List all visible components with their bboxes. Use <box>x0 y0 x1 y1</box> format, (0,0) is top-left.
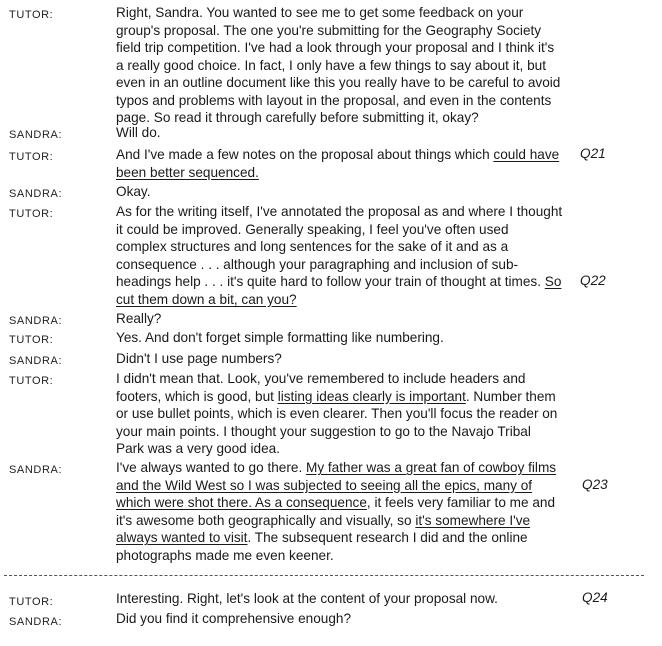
section-divider <box>4 575 644 576</box>
dialogue-line <box>116 405 557 423</box>
dialogue-text: complex structures and long sentences for the sake of it and as a <box>116 239 509 254</box>
dialogue-line <box>116 74 560 92</box>
dialogue-text: page. So read it through carefully before submitting it, okay? <box>116 110 479 125</box>
dialogue-line <box>116 22 541 40</box>
dialogue-line <box>116 310 161 328</box>
dialogue-text: . The subsequent research I did and the online <box>247 530 528 545</box>
speaker-label: SANDRA: <box>9 129 63 141</box>
dialogue-line <box>116 459 556 477</box>
dialogue-text: headings help . . . it's quite hard to follow your train of thought at times. <box>116 274 545 289</box>
dialogue-text: Didn't I use page numbers? <box>116 351 282 366</box>
dialogue-line <box>116 146 559 164</box>
speaker-label: SANDRA: <box>9 464 63 476</box>
underlined-answer-text: and the Wild West so I was subjected to seeing all the epics, many of <box>116 477 533 493</box>
underlined-answer-text: So <box>544 274 562 289</box>
dialogue-line <box>116 164 259 182</box>
dialogue-text: , it feels very familiar to me and <box>366 495 556 510</box>
speaker-label: TUTOR: <box>9 208 54 220</box>
dialogue-text: Park was a very good idea. <box>116 441 280 456</box>
dialogue-line <box>116 4 523 22</box>
dialogue-line <box>116 203 562 221</box>
dialogue-text: photographs made me even keener. <box>116 547 334 563</box>
underlined-answer-text: it's somewhere I've <box>415 512 531 528</box>
dialogue-line <box>116 370 525 388</box>
dialogue-line <box>116 529 528 547</box>
dialogue-text: consequence . . . although your paragraphing and inclusion of sub- <box>116 256 519 272</box>
speaker-label: TUTOR: <box>9 151 54 163</box>
speaker-label: TUTOR: <box>9 9 54 21</box>
dialogue-text: footers, which is good, but <box>116 388 278 404</box>
dialogue-text: Will do. <box>116 125 161 140</box>
speaker-label: TUTOR: <box>9 375 54 387</box>
dialogue-text: Right, Sandra. You wanted to see me to get some feedback on your <box>116 5 524 20</box>
dialogue-line <box>116 440 280 458</box>
question-marker: Q21 <box>580 146 606 161</box>
speaker-label: TUTOR: <box>9 596 54 608</box>
dialogue-text: . Number them <box>465 388 556 404</box>
dialogue-line <box>116 57 546 75</box>
speaker-label: SANDRA: <box>9 355 63 367</box>
dialogue-text: Really? <box>116 311 162 326</box>
dialogue-line <box>116 512 530 530</box>
question-marker: Q22 <box>580 273 606 288</box>
underlined-answer-text: could have <box>493 147 560 162</box>
dialogue-text: I've always wanted to go there. <box>116 460 306 475</box>
speaker-label: TUTOR: <box>9 334 54 346</box>
dialogue-line <box>116 388 556 406</box>
dialogue-text: field trip competition. I've had a look through your proposal and I think it's <box>116 40 555 55</box>
dialogue-line <box>116 109 479 127</box>
dialogue-line <box>116 494 555 512</box>
underlined-answer-text: cut them down a bit, can you? <box>116 291 297 307</box>
dialogue-line <box>116 329 444 347</box>
dialogue-line <box>116 256 518 274</box>
underlined-answer-text: listing ideas clearly is important <box>277 388 466 404</box>
dialogue-text: As for the writing itself, I've annotated the proposal as and where I thought <box>116 204 563 219</box>
dialogue-line <box>116 423 531 441</box>
dialogue-text: Interesting. Right, let's look at the content of your proposal now. <box>116 591 498 606</box>
speaker-label: SANDRA: <box>9 616 63 628</box>
question-marker: Q24 <box>582 590 608 605</box>
dialogue-line <box>116 590 498 608</box>
dialogue-line <box>116 238 508 256</box>
dialogue-text: And I've made a few notes on the proposal about things which <box>116 147 494 162</box>
dialogue-text: Okay. <box>116 184 151 199</box>
dialogue-line <box>116 547 334 565</box>
dialogue-text: it's awesome both geographically and visually, so <box>116 512 416 528</box>
dialogue-line <box>116 183 151 201</box>
question-marker: Q23 <box>582 476 608 492</box>
dialogue-text: group's proposal. The one you're submitting for the Geography Society <box>116 22 542 38</box>
speaker-label: SANDRA: <box>9 188 63 200</box>
dialogue-line <box>116 350 282 368</box>
dialogue-text: a really good choice. In fact, I only have a few things to say about it, but <box>116 57 546 73</box>
dialogue-text: Yes. And don't forget simple formatting like numbering. <box>116 330 444 345</box>
underlined-answer-text: My father was a great fan of cowboy films <box>306 460 557 475</box>
speaker-label: SANDRA: <box>9 315 63 327</box>
dialogue-text: or use bullet points, which is even clearer. Then you'll focus the reader on <box>116 406 558 421</box>
dialogue-line <box>116 221 509 239</box>
dialogue-text: your main points. I thought your suggestion to go to the Navajo Tribal <box>116 423 531 439</box>
underlined-answer-text: which were shot there. As a consequence <box>116 495 367 510</box>
dialogue-text: Did you find it comprehensive enough? <box>116 611 352 626</box>
dialogue-line <box>116 92 551 110</box>
dialogue-line <box>116 273 561 291</box>
underlined-answer-text: been better sequenced. <box>116 164 259 180</box>
dialogue-line <box>116 477 532 495</box>
dialogue-line <box>116 39 554 57</box>
underlined-answer-text: always wanted to visit <box>116 530 248 545</box>
dialogue-line <box>116 124 161 142</box>
dialogue-text: even in an outline document like this you really have to be careful to avoid <box>116 75 561 90</box>
dialogue-text: it could be improved. Generally speaking, I feel you've often used <box>116 221 509 237</box>
dialogue-line <box>116 291 297 309</box>
dialogue-line <box>116 610 351 628</box>
dialogue-text: typos and problems with layout in the proposal, and even in the contents <box>116 92 552 108</box>
dialogue-text: I didn't mean that. Look, you've remembered to include headers and <box>116 371 526 386</box>
